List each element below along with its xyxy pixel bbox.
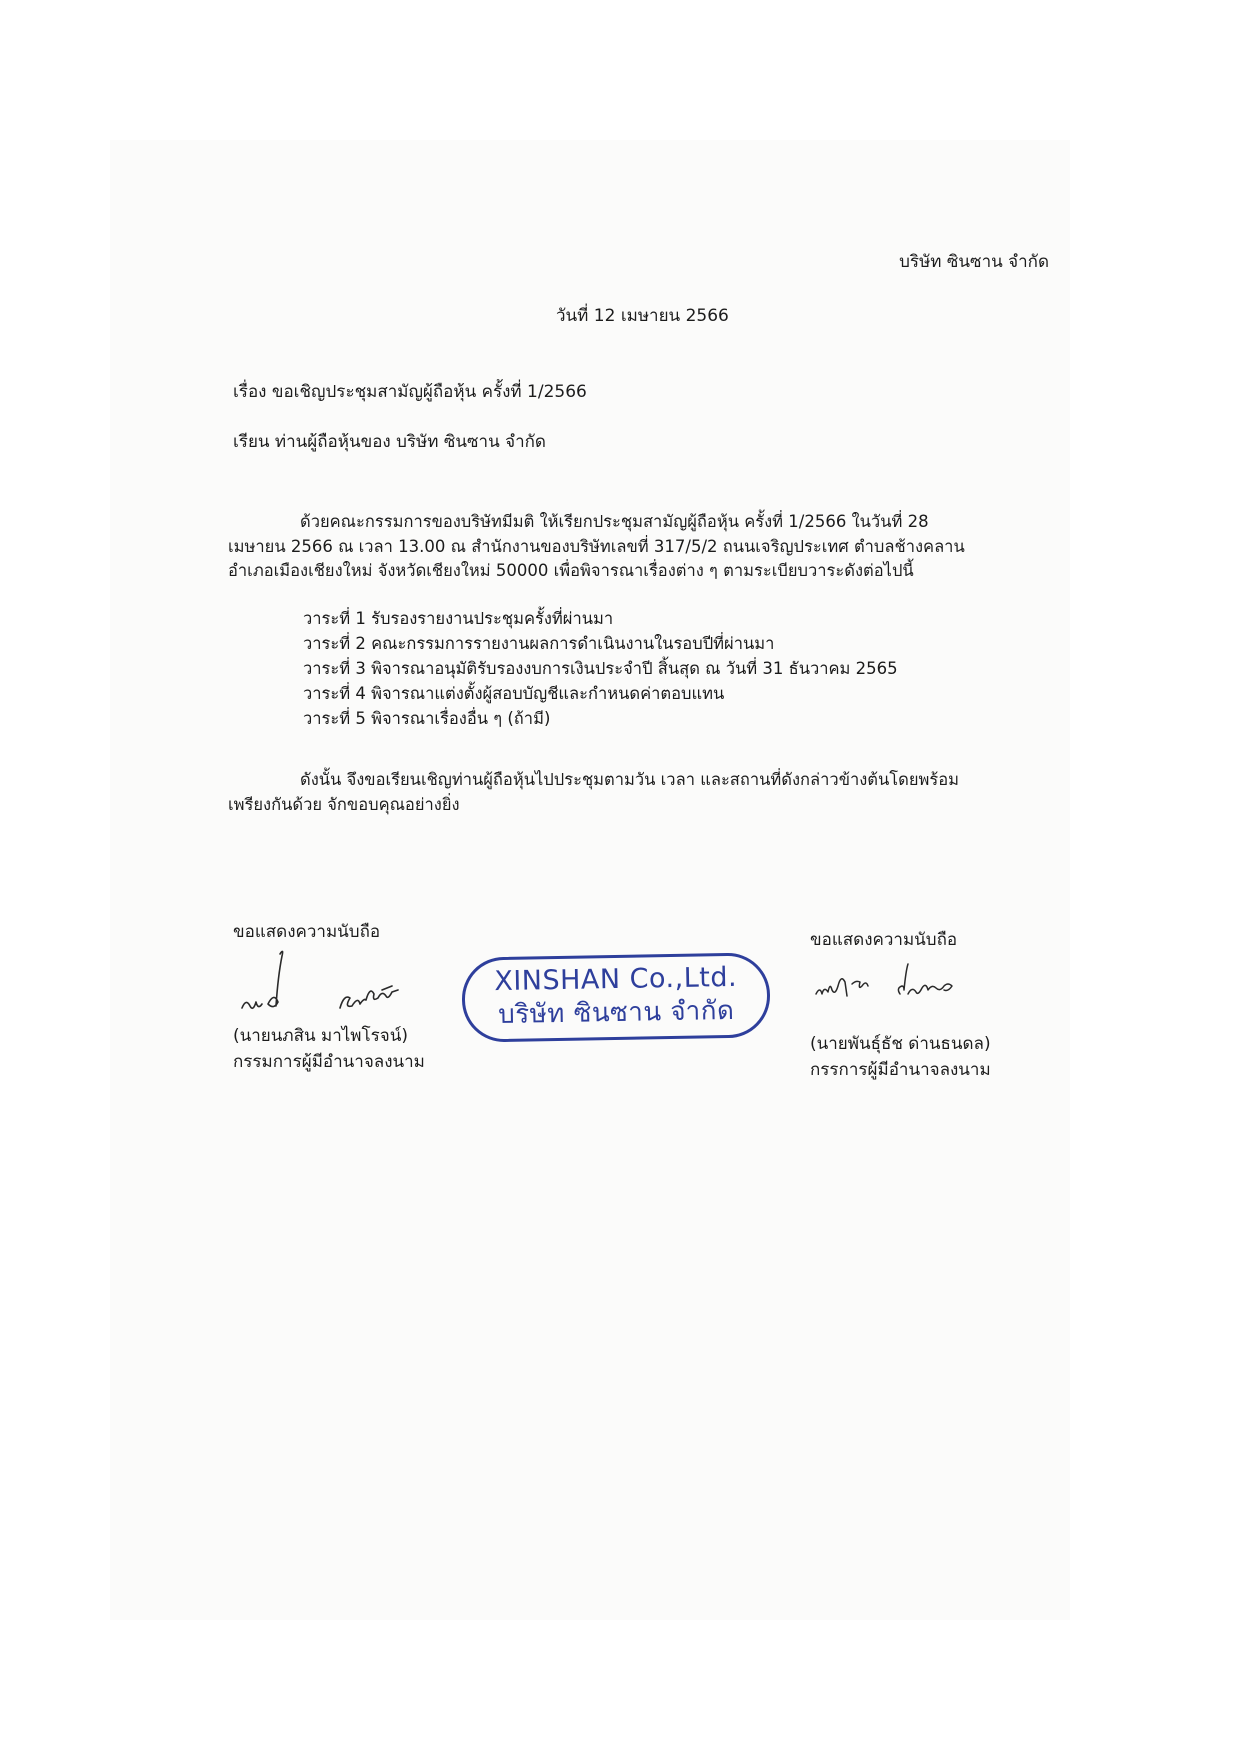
agenda-item: วาระที่ 3 พิจารณาอนุมัติรับรองงบการเงินประจำปี สิ้นสุด ณ วันที่ 31 ธันวาคม 2565	[303, 659, 898, 678]
right-handwritten-signature	[812, 960, 992, 1010]
letter-subject: เรื่อง ขอเชิญประชุมสามัญผู้ถือหุ้น ครั้งที่ 1/2566	[233, 382, 587, 402]
left-regards: ขอแสดงความนับถือ	[233, 922, 381, 942]
agenda-item: วาระที่ 2 คณะกรรมการรายงานผลการดำเนินงานในรอบปีที่ผ่านมา	[303, 634, 775, 653]
body-line: อำเภอเมืองเชียงใหม่ จังหวัดเชียงใหม่ 50000 เพื่อพิจารณาเรื่องต่าง ๆ ตามระเบียบวาระดังต่อไปนี้	[228, 561, 914, 580]
body-line: เมษายน 2566 ณ เวลา 13.00 ณ สำนักงานของบริษัทเลขที่ 317/5/2 ถนนเจริญประเทศ ตำบลช้างคลาน	[228, 536, 965, 556]
left-signatory-name: (นายนภสิน มาไพโรจน์)	[233, 1026, 408, 1046]
left-signatory-title: กรรมการผู้มีอำนาจลงนาม	[233, 1052, 425, 1072]
right-signatory-name: (นายพันธุ์ธัช ด่านธนดล)	[810, 1034, 991, 1054]
letter-body	[228, 510, 1058, 584]
letter-closing	[228, 768, 959, 817]
left-handwritten-signature	[232, 948, 432, 1028]
closing-line: เพรียงกันด้วย จักขอบคุณอย่างยิ่ง	[228, 794, 460, 814]
closing-line: ดังนั้น จึงขอเรียนเชิญท่านผู้ถือหุ้นไปประชุมตามวัน เวลา และสถานที่ดังกล่าวข้างต้นโดยพร้อม	[300, 770, 960, 789]
stamp-english-text: XINSHAN Co.,Ltd.	[494, 961, 738, 998]
stamp-thai-text: บริษัท ซินซาน จำกัด	[497, 995, 735, 1031]
agenda-item: วาระที่ 4 พิจารณาแต่งตั้งผู้สอบบัญชีและกำหนดค่าตอบแทน	[303, 684, 725, 703]
body-line: ด้วยคณะกรรมการของบริษัทมีมติ ให้เรียกประชุมสามัญผู้ถือหุ้น ครั้งที่ 1/2566 ในวันที่ 28	[300, 512, 929, 531]
agenda-list	[303, 606, 898, 731]
right-signatory-title: กรรการผู้มีอำนาจลงนาม	[810, 1060, 991, 1080]
company-stamp	[461, 952, 770, 1042]
company-name-header: บริษัท ซินซาน จำกัด	[899, 252, 1049, 272]
letter-recipient: เรียน ท่านผู้ถือหุ้นของ บริษัท ซินซาน จำกัด	[233, 432, 546, 452]
agenda-item: วาระที่ 1 รับรองรายงานประชุมครั้งที่ผ่านมา	[303, 609, 614, 628]
letter-date: วันที่ 12 เมษายน 2566	[556, 306, 729, 326]
agenda-item: วาระที่ 5 พิจารณาเรื่องอื่น ๆ (ถ้ามี)	[303, 709, 551, 728]
scanned-page-area	[110, 140, 1070, 1620]
right-regards: ขอแสดงความนับถือ	[810, 930, 958, 950]
